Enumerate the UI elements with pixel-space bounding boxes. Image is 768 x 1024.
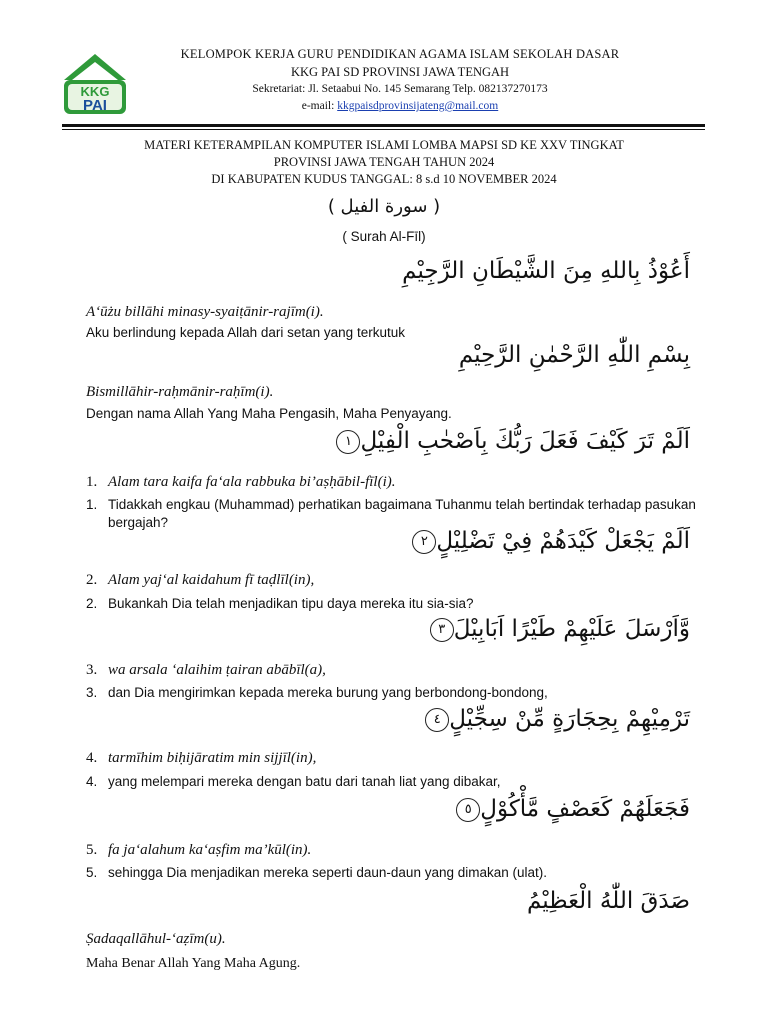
verse-number: 2. xyxy=(86,596,98,611)
verse-2-arabic-text: اَلَمْ يَجْعَلْ كَيْدَهُمْ فِيْ تَضْلِيْلٍ xyxy=(436,528,690,554)
header-org-name: KELOMPOK KERJA GURU PENDIDIKAN AGAMA ISLAM SEKOLAH DASAR xyxy=(180,47,620,61)
verse-number: 4. xyxy=(86,750,98,766)
verse-4-translation-text: yang melempari mereka dengan batu dari tanah liat yang dibakar, xyxy=(108,774,501,789)
verse-number: 2. xyxy=(86,572,98,588)
verse-3-arabic xyxy=(426,616,690,642)
verse-5-translation xyxy=(86,864,706,882)
verse-3-arabic-text: وَّاَرْسَلَ عَلَيْهِمْ طَيْرًا اَبَابِيْلَ xyxy=(453,616,690,642)
logo-text-pai: PAI xyxy=(83,97,107,114)
verse-1-arabic xyxy=(332,428,690,454)
document-title-line2: PROVINSI JAWA TENGAH TAHUN 2024 xyxy=(273,155,495,169)
verse-2-translation xyxy=(86,595,706,613)
verse-3-translation-text: dan Dia mengirimkan kepada mereka burung yang berbondong-bondong, xyxy=(108,685,548,700)
header-divider-thick xyxy=(62,124,705,127)
header-org-subname: KKG PAI SD PROVINSI JAWA TENGAH xyxy=(290,65,510,79)
verse-2-translit-text: Alam yaj‘al kaidahum fī taḍlīl(in), xyxy=(108,572,315,588)
header-divider-thin xyxy=(62,129,705,130)
verse-3-translation xyxy=(86,684,706,702)
verse-end-marker-icon: ٢ xyxy=(412,530,436,554)
logo-text-kkg: KKG xyxy=(80,84,110,99)
email-label: e-mail: xyxy=(301,100,338,112)
verse-2-translation-text: Bukankah Dia telah menjadikan tipu daya mereka itu sia-sia? xyxy=(108,596,474,611)
verse-number: 1. xyxy=(86,497,98,512)
basmalah-arabic: بِسْمِ اللّٰهِ الرَّحْمٰنِ الرَّحِيْمِ xyxy=(458,342,690,368)
taawudz-arabic: أَعُوْذُ بِاللهِ مِنَ الشَّيْطَانِ الرَّجِيْمِ xyxy=(402,258,690,284)
verse-number: 5. xyxy=(86,865,98,880)
header-email-line xyxy=(100,100,700,112)
closing-translation: Maha Benar Allah Yang Maha Agung. xyxy=(86,956,301,971)
verse-number: 3. xyxy=(86,662,98,678)
verse-number: 4. xyxy=(86,774,98,789)
verse-4-translit-text: tarmīhim biḥijāratim min sijjīl(in), xyxy=(108,750,317,766)
taawudz-transliteration: A‘ūżu billāhi minasy-syaiṭānir-rajīm(i). xyxy=(86,304,324,320)
verse-4-arabic xyxy=(421,706,690,732)
verse-1-translation xyxy=(86,496,706,532)
verse-2-transliteration xyxy=(86,572,314,589)
email-link[interactable]: kkgpaisdprovinsijateng@mail.com xyxy=(337,100,499,112)
verse-5-translit-text: fa ja‘alahum ka‘aṣfim ma’kūl(in). xyxy=(108,842,312,858)
verse-5-arabic xyxy=(452,796,690,822)
document-title-line1: MATERI KETERAMPILAN KOMPUTER ISLAMI LOMBA MAPSI SD KE XXV TINGKAT xyxy=(144,138,624,152)
verse-4-arabic-text: تَرْمِيْهِمْ بِحِجَارَةٍ مِّنْ سِجِّيْلٍ xyxy=(449,706,690,732)
verse-1-translit-text: Alam tara kaifa fa‘ala rabbuka bi’aṣḥābil-fīl(i). xyxy=(108,474,396,490)
document-title-line3: DI KABUPATEN KUDUS TANGGAL: 8 s.d 10 NOVEMBER 2024 xyxy=(211,172,557,186)
verse-2-arabic xyxy=(408,528,690,554)
verse-4-transliteration xyxy=(86,750,316,767)
verse-end-marker-icon: ٥ xyxy=(456,798,480,822)
verse-1-arabic-text: اَلَمْ تَرَ كَيْفَ فَعَلَ رَبُّكَ بِاَصْحٰبِ الْفِيْلِ xyxy=(360,428,690,454)
closing-transliteration: Ṣadaqallāhul-‘aẓīm(u). xyxy=(86,931,226,947)
surah-name-arabic: ( سورة الفيل ) xyxy=(327,196,441,217)
verse-5-arabic-text: فَجَعَلَهُمْ كَعَصْفٍ مَّأْكُوْلٍ xyxy=(480,796,690,822)
verse-end-marker-icon: ٤ xyxy=(425,708,449,732)
verse-end-marker-icon: ١ xyxy=(336,430,360,454)
closing-arabic: صَدَقَ اللّٰهُ الْعَظِيْمُ xyxy=(526,888,690,914)
verse-number: 1. xyxy=(86,474,98,490)
verse-1-transliteration xyxy=(86,474,395,491)
basmalah-translation: Dengan nama Allah Yang Maha Pengasih, Maha Penyayang. xyxy=(86,406,452,421)
verse-3-transliteration xyxy=(86,662,326,679)
verse-end-marker-icon: ٣ xyxy=(430,618,454,642)
taawudz-translation: Aku berlindung kepada Allah dari setan yang terkutuk xyxy=(86,325,405,340)
verse-number: 5. xyxy=(86,842,98,858)
verse-1-translation-text: Tidakkah engkau (Muhammad) perhatikan bagaimana Tuhanmu telah bertindak terhadap pasukan bergajah? xyxy=(108,497,696,530)
verse-4-translation xyxy=(86,773,706,791)
verse-number: 3. xyxy=(86,685,98,700)
verse-5-translation-text: sehingga Dia menjadikan mereka seperti daun-daun yang dimakan (ulat). xyxy=(108,865,548,880)
basmalah-transliteration: Bismillāhir-raḥmānir-raḥīm(i). xyxy=(86,384,274,400)
header-address: Sekretariat: Jl. Setaabui No. 145 Semarang Telp. 082137270173 xyxy=(252,83,548,95)
verse-5-transliteration xyxy=(86,842,311,859)
verse-3-translit-text: wa arsala ‘alaihim ṭairan abābīl(a), xyxy=(108,662,326,678)
surah-name-latin: ( Surah Al-Fīl) xyxy=(342,229,426,244)
